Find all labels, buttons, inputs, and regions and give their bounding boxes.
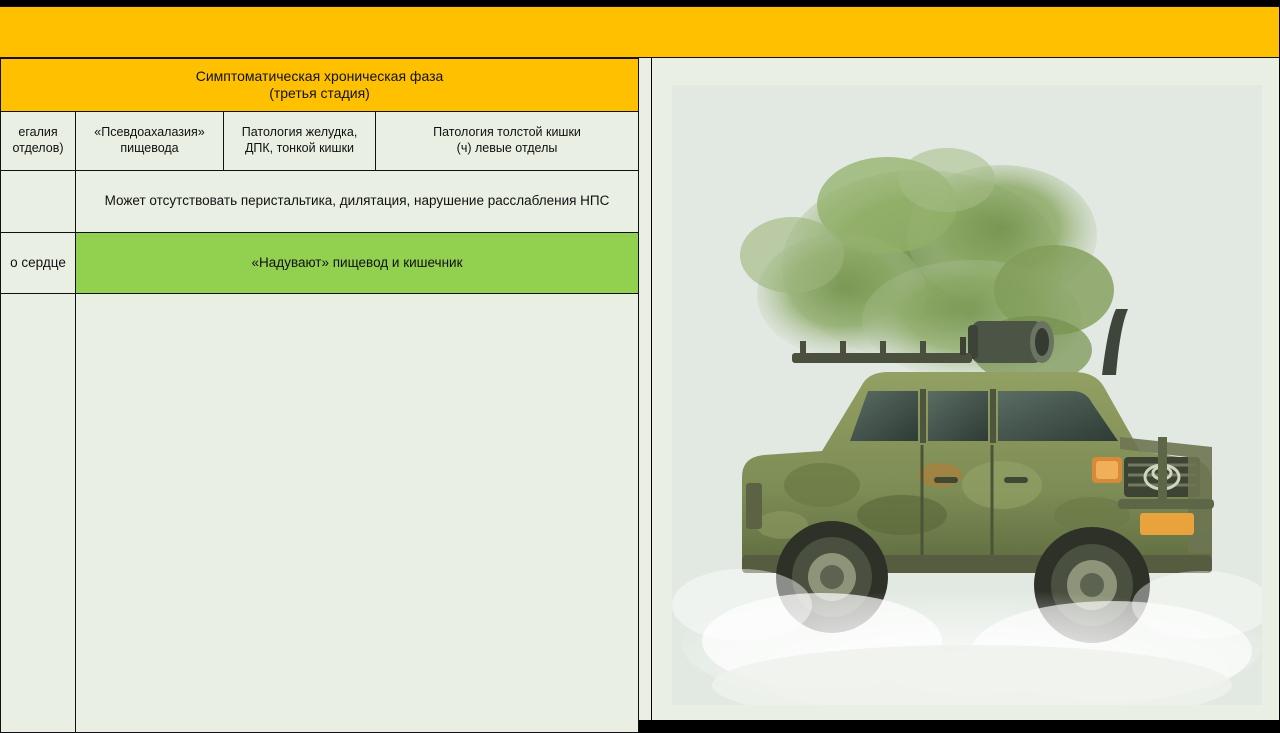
image-panel [651,58,1280,720]
table-row [1,171,639,233]
header-line2: пищевода [120,141,179,155]
vehicle-photo [672,85,1262,705]
slide-table-container [0,58,639,720]
table-row [1,59,639,112]
cell-filler-left [1,294,76,733]
header-line1: Патология толстой кишки [433,125,581,140]
top-yellow-banner [0,6,1280,58]
cell-empty-left [1,171,76,233]
phase-title-line1: Симптоматическая хроническая фаза [195,67,444,84]
vehicle-illustration [672,85,1262,705]
phase-title-cell [1,59,639,112]
header-line1: Патология желудка, [241,125,358,140]
phase-title-line2: (третья стадия) [269,85,370,101]
table-row [1,112,639,171]
column-header-stomach [224,112,376,171]
header-line2: ДПК, тонкой кишки [244,141,355,155]
table-row [1,294,639,733]
cell-peristalsis-text: Может отсутствовать перистальтика, дилятация, нарушение расслабления НПС [76,171,639,233]
table-row [1,233,639,294]
cell-heart-text: о сердце [1,233,76,294]
header-line2: (ч) левые отделы [456,141,558,155]
cell-inflate-text: «Надувают» пищевод и кишечник [76,233,639,294]
column-header-megacolon [1,112,76,171]
header-line2: отделов) [12,141,64,155]
column-header-pseudoachalasia [76,112,224,171]
smoke-canister-icon [968,321,1054,363]
column-header-colon [376,112,639,171]
slide-table [0,58,639,733]
cell-filler-right [76,294,639,733]
header-line1: егалия [18,125,58,140]
header-line1: «Псевдоахалазия» [94,125,205,140]
